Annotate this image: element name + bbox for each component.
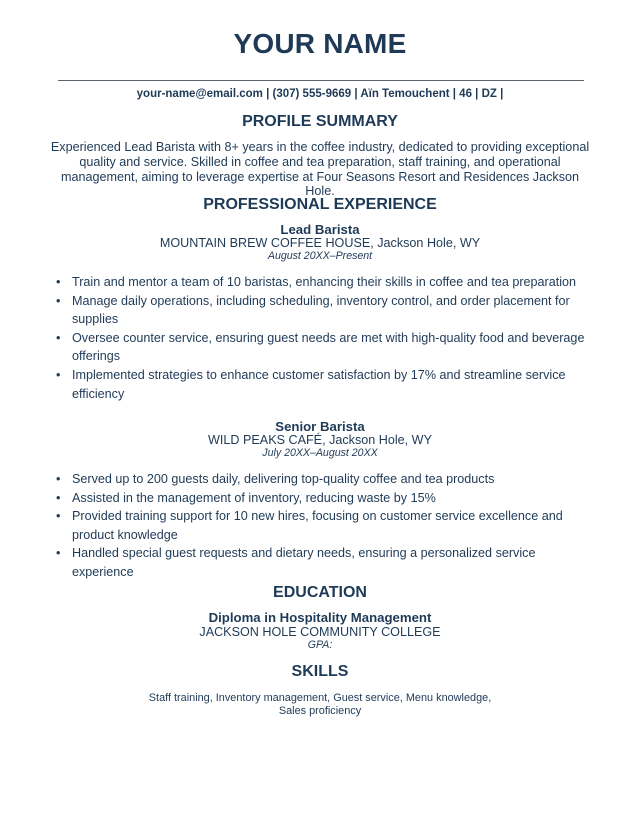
list-item [52,507,592,544]
education-gpa: GPA: [307,639,333,651]
job-title: Lead Barista [280,222,360,237]
job-bullet-list [52,273,592,403]
list-item [52,544,592,581]
bullet-icon: • [56,509,61,524]
bullet-icon: • [56,275,61,289]
job-bullet-list [52,470,592,582]
bullet-icon: • [56,546,61,561]
bullet-text: Assisted in the management of inventory, reducing waste by 15% [72,490,436,505]
job-company: WILD PEAKS CAFÉ, Jackson Hole, WY [208,433,432,447]
job-dates: August 20XX–Present [267,250,373,262]
bullet-icon: • [56,330,61,345]
list-item [52,470,592,489]
skills-text: Staff training, Inventory management, Guest service, Menu knowledge, Sales proficiency [148,692,492,717]
list-item [52,292,592,329]
list-item [52,329,592,366]
candidate-name: YOUR NAME [233,28,407,59]
list-item [52,489,592,508]
bullet-text: Handled special guest requests and dietary needs, ensuring a personalized service experience [72,546,536,579]
experience-heading: PROFESSIONAL EXPERIENCE [203,196,437,213]
bullet-text: Served up to 200 guests daily, delivering top-quality coffee and tea products [72,472,495,486]
profile-summary-text: Experienced Lead Barista with 8+ years in the coffee industry, dedicated to providing exceptional quality and service. Skilled in coffee and tea preparation, staff training, and operational management, aiming to leverage expertise at Four Seasons Resort and Residences Jackson Hole. [50,140,590,199]
list-item [52,273,592,292]
education-degree: Diploma in Hospitality Management [208,610,432,625]
bullet-text: Implemented strategies to enhance customer satisfaction by 17% and streamline service efficiency [72,367,566,401]
header-divider [58,80,584,81]
bullet-icon: • [56,472,61,486]
bullet-text: Provided training support for 10 new hires, focusing on customer service excellence and product knowledge [72,509,563,542]
bullet-text: Train and mentor a team of 10 baristas, enhancing their skills in coffee and tea preparation [72,275,577,289]
bullet-icon: • [56,490,61,505]
bullet-icon: • [56,367,61,382]
job-company: MOUNTAIN BREW COFFEE HOUSE, Jackson Hole, WY [159,236,481,250]
job-dates: July 20XX–August 20XX [262,447,378,459]
education-school: JACKSON HOLE COMMUNITY COLLEGE [199,625,441,639]
contact-line: your-name@email.com | (307) 555-9669 | Aïn Temouchent | 46 | DZ | [136,88,504,100]
list-item [52,366,592,403]
education-heading: EDUCATION [273,584,367,601]
bullet-icon: • [56,293,61,308]
bullet-text: Manage daily operations, including scheduling, inventory control, and order placement for supplies [72,293,570,327]
skills-heading: SKILLS [291,663,349,680]
job-title: Senior Barista [275,419,365,434]
bullet-text: Oversee counter service, ensuring guest needs are met with high-quality food and beverage offerings [72,330,585,364]
profile-summary-heading: PROFILE SUMMARY [242,113,398,130]
